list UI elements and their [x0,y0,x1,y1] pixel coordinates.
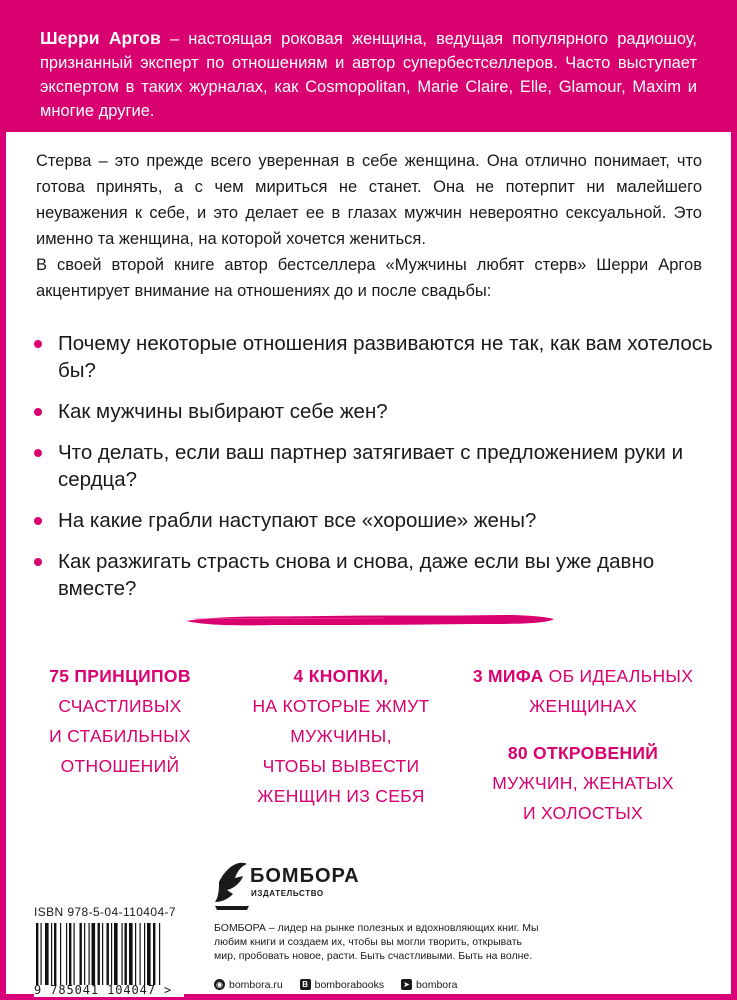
question-item [30,548,720,602]
barcode-bar [84,923,85,985]
barcode-bar [98,923,100,985]
barcode-bar [41,923,42,985]
isbn-number: ISBN 978-5-04-110404-7 [34,905,176,919]
barcode-bar [89,923,90,985]
barcode-bar [107,923,109,985]
author-name: Шерри Аргов [40,28,161,48]
stat-revelations-line: И ХОЛОСТЫХ [523,803,643,823]
stat-buttons-title: 4 КНОПКИ, [293,666,389,686]
barcode-digits: 9 785041 104047 > [34,983,173,997]
bullet-dot-icon [34,449,42,457]
stat-revelations [468,738,698,828]
social-link-vk[interactable] [300,979,384,991]
telegram-icon: ➤ [401,979,412,990]
stat-principles [20,661,220,781]
social-link-telegram[interactable] [401,979,457,991]
barcode-bar [140,923,141,985]
stat-myths-title: 3 МИФА [472,666,544,686]
question-text: Как разжигать страсть снова и снова, даже если вы уже давно вместе? [58,550,655,600]
barcode-bar [92,923,96,985]
bullet-dot-icon [34,558,42,566]
barcode-bar [111,923,112,985]
barcode-bar [80,923,82,985]
stat-buttons-line: МУЖЧИНЫ, [290,726,392,746]
social-links [214,978,471,991]
social-label: bombora.ru [229,978,283,991]
stat-myths [468,661,698,721]
author-band [0,0,737,132]
stat-buttons [236,661,446,811]
question-item [30,330,720,384]
barcode-bar [144,923,145,985]
stat-myths-line: ЖЕНЩИНАХ [529,696,637,716]
stat-principles-line: ОТНОШЕНИЙ [60,756,180,776]
question-item [30,398,720,425]
social-link-site[interactable] [214,979,283,991]
stat-principles-line: И СТАБИЛЬНЫХ [49,726,191,746]
stat-revelations-line: МУЖЧИН, ЖЕНАТЫХ [492,773,674,793]
barcode-bar [36,923,38,985]
barcode-bar [54,923,56,985]
stat-revelations-title: 80 ОТКРОВЕНИЙ [507,743,659,763]
stat-principles-line: СЧАСТЛИВЫХ [58,696,182,716]
barcode-bar [125,923,127,985]
barcode [34,923,202,985]
vk-icon: В [300,979,311,990]
barcode-bar [153,923,155,985]
author-bio-text: – настоящая роковая женщина, ведущая популярного радиошоу, признанный эксперт по отношениям и автор супербестселлеров. Часто выступает экспертом в таких журналах, как Cosmopolitan, Marie Claire, Elle, Glamour, Maxim и многие другие. [40,30,698,120]
globe-icon: ◉ [214,979,225,990]
barcode-bar [114,923,118,985]
barcode-bar [135,923,136,985]
stat-principles-title: 75 ПРИНЦИПОВ [49,666,191,686]
barcode-bar [45,923,49,985]
barcode-bar [60,923,61,985]
questions-list [30,330,720,616]
barcode-bar [129,923,133,985]
brush-stroke-divider [184,610,556,630]
publisher-subtitle: ИЗДАТЕЛЬСТВО [251,889,324,898]
author-bio [40,26,697,123]
question-item [30,439,720,493]
bullet-dot-icon [34,517,42,525]
barcode-bar [51,923,52,985]
stat-myths-rest: ОБ ИДЕАЛЬНЫХ [543,666,694,686]
social-label: bomborabooks [314,978,385,991]
question-item [30,507,720,534]
bullet-dot-icon [34,408,42,416]
intro-paragraph-1: Стерва – это прежде всего уверенная в себе женщина. Она отлично понимает, что готова принять, а с чем мириться не станет. Она не потерпит ни малейшего неуважения к себе, и это делает ее в глазах мужчин невероятно сексуальной. Это именно та женщина, на которой хочется жениться. [36,152,702,248]
barcode-bar [66,923,67,985]
question-text: Почему некоторые отношения развиваются не так, как вам хотелось бы? [58,332,713,382]
isbn-block [34,905,184,997]
stat-buttons-line: НА КОТОРЫЕ ЖМУТ [252,696,430,716]
stat-buttons-line: ЖЕНЩИН ИЗ СЕБЯ [257,786,425,806]
publisher-name: БОМБОРА [250,865,360,887]
question-text: Что делать, если ваш партнер затягивает с предложением руки и сердца? [58,441,684,491]
barcode-bar [122,923,123,985]
social-label: bombora [416,978,458,991]
barcode-bar [74,923,75,985]
barcode-bar [147,923,151,985]
barcode-bar [69,923,71,985]
barcode-bar [159,923,160,985]
question-text: Как мужчины выбирают себе жен? [58,400,388,423]
intro-paragraph-2: В своей второй книге автор бестселлера «Мужчины любят стерв» Шерри Аргов акцентирует внимание на отношениях до и после свадьбы: [36,256,702,300]
question-text: На какие грабли наступают все «хорошие» жены? [58,509,537,532]
barcode-bar [102,923,103,985]
stat-buttons-line: ЧТОБЫ ВЫВЕСТИ [262,756,420,776]
publisher-tagline: БОМБОРА – лидер на рынке полезных и вдохновляющих книг. Мы любим книги и создаем их, чтобы вы могли творить, открывать мир, пробовать новое, расти. Быть счастливыми. Быть на волне. [214,922,539,962]
bullet-dot-icon [34,340,42,348]
